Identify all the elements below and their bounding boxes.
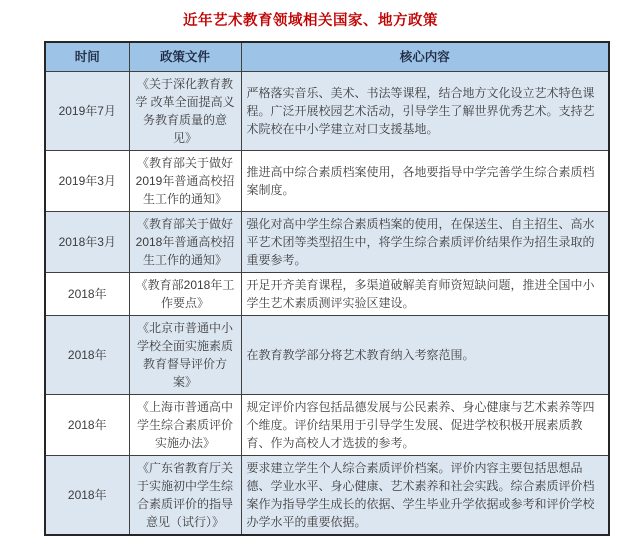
cell-doc: 《教育部关于做好2018年普通高校招生工作的通知》 [129, 212, 241, 273]
cell-date: 2018年 [45, 395, 129, 456]
table-row [45, 316, 609, 395]
cell-doc: 《广东省教育厅关于实施初中学生综合素质评价的指导意见（试行）》 [129, 456, 241, 536]
cell-date: 2018年 [45, 273, 129, 316]
cell-content: 规定评价内容包括品德发展与公民素养、身心健康与艺术素养等四个维度。评价结果用于引导学生发展、促进学校积极开展素质教育、作为高校人才选拔的参考。 [241, 395, 609, 456]
cell-doc: 《关于深化教育教学 改革全面提高义务教育质量的意见》 [129, 72, 241, 151]
cell-doc: 《北京市普通中小学校全面实施素质教育督导评价方案》 [129, 316, 241, 395]
cell-content: 要求建立学生个人综合素质评价档案。评价内容主要包括思想品德、学业水平、身心健康、艺术素养和社会实践。综合素质评价档案作为指导学生成长的依据、学生毕业升学依据或参考和评价学校办学水平的重要依据。 [241, 456, 609, 536]
cell-date: 2019年3月 [45, 151, 129, 212]
cell-doc: 《教育部2018年工作要点》 [129, 273, 241, 316]
cell-content: 开足开齐美育课程，多渠道破解美育师资短缺问题，推进全国中小学生艺术素质测评实验区建设。 [241, 273, 609, 316]
cell-doc: 《教育部关于做好2019年普通高校招生工作的通知》 [129, 151, 241, 212]
table-row [45, 456, 609, 536]
page-title: 近年艺术教育领域相关国家、地方政策 [183, 13, 438, 29]
table-row [45, 273, 609, 316]
policy-table [44, 41, 610, 536]
cell-date: 2019年7月 [45, 72, 129, 151]
table-row [45, 151, 609, 212]
cell-doc: 《上海市普通高中学生综合素质评价实施办法》 [129, 395, 241, 456]
table-row [45, 212, 609, 273]
cell-date: 2018年 [45, 316, 129, 395]
header-core: 核心内容 [241, 42, 609, 72]
table-row [45, 395, 609, 456]
cell-date: 2018年 [45, 456, 129, 536]
header-date: 时间 [45, 42, 129, 72]
table-header-row [45, 42, 609, 72]
cell-content: 严格落实音乐、美术、书法等课程，结合地方文化设立艺术特色课程。广泛开展校园艺术活动，引导学生了解世界优秀艺术。支持艺术院校在中小学建立对口支援基地。 [241, 72, 609, 151]
cell-content: 推进高中综合素质档案使用，各地要指导中学完善学生综合素质档案制度。 [241, 151, 609, 212]
table-row [45, 72, 609, 151]
cell-content: 强化对高中学生综合素质档案的使用，在保送生、自主招生、高水平艺术团等类型招生中，将学生综合素质评价结果作为招生录取的重要参考。 [241, 212, 609, 273]
cell-date: 2018年3月 [45, 212, 129, 273]
cell-content: 在教育教学部分将艺术教育纳入考察范围。 [241, 316, 609, 395]
header-doc: 政策文件 [129, 42, 241, 72]
